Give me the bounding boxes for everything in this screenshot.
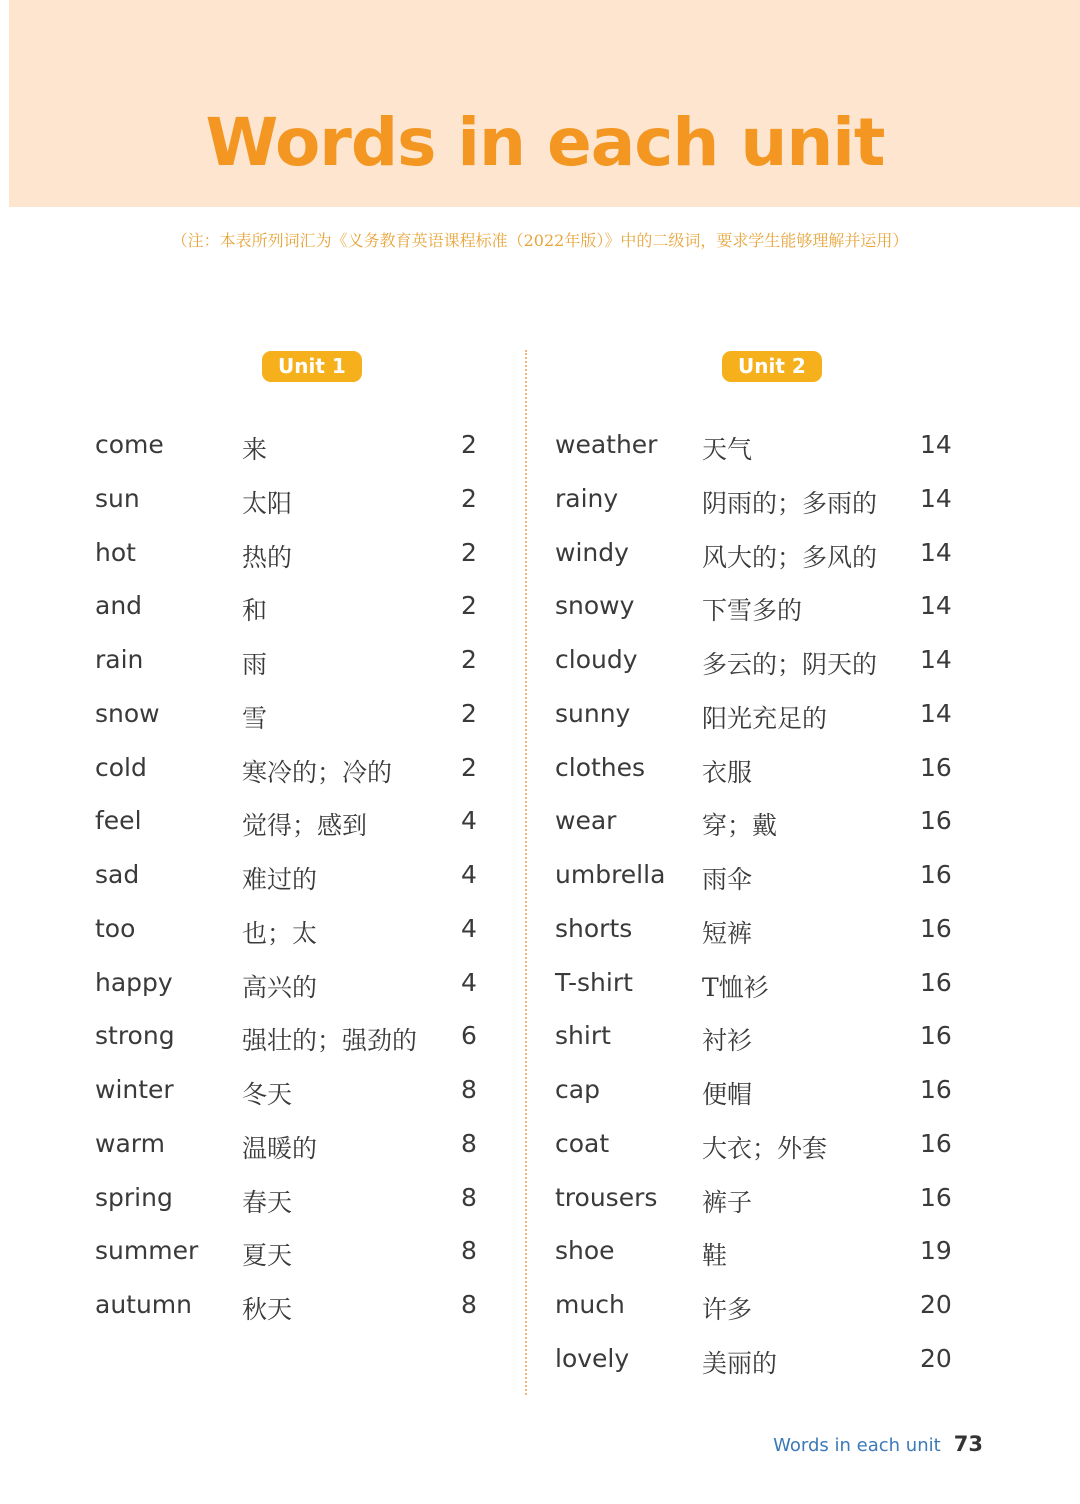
word-row (95, 956, 485, 1010)
chinese-meaning: 短裤 (702, 918, 753, 948)
page-reference: 4 (461, 913, 477, 943)
chinese-meaning: 雨伞 (702, 865, 753, 894)
word-row (555, 1224, 955, 1278)
chinese-meaning: 来 (242, 435, 268, 464)
chinese-meaning: 鞋 (702, 1241, 728, 1271)
page-reference: 20 (920, 1290, 952, 1319)
word-row (555, 633, 955, 687)
english-word: trousers (555, 1182, 658, 1212)
word-row (555, 1171, 955, 1225)
word-row (555, 848, 955, 902)
english-word: T-shirt (555, 967, 633, 997)
english-word: feel (95, 806, 142, 836)
word-row (555, 794, 955, 848)
page-reference: 4 (461, 806, 477, 836)
chinese-meaning: 难过的 (242, 865, 318, 894)
curriculum-note: （注：本表所列词汇为《义务教育英语课程标准（2022年版）》中的二级词，要求学生能够理解并运用） (171, 231, 909, 250)
page-reference: 16 (920, 806, 952, 836)
english-word: shoe (555, 1236, 615, 1266)
english-word: snowy (555, 591, 635, 621)
english-word: cold (95, 752, 147, 782)
chinese-meaning: 雪 (242, 703, 268, 733)
english-word: weather (555, 430, 658, 459)
page-reference: 8 (461, 1290, 477, 1319)
word-row (95, 848, 485, 902)
word-row (95, 794, 485, 848)
page-reference: 14 (920, 483, 952, 513)
chinese-meaning: 风大的；多风的 (702, 542, 878, 572)
page-reference: 8 (461, 1236, 477, 1266)
page-reference: 8 (461, 1182, 477, 1212)
word-row (95, 902, 485, 956)
chinese-meaning: 阴雨的；多雨的 (702, 488, 878, 518)
english-word: clothes (555, 752, 646, 782)
page-reference: 14 (920, 537, 952, 567)
chinese-meaning: 春天 (242, 1187, 293, 1217)
page-reference: 16 (920, 752, 952, 782)
word-row (555, 1063, 955, 1117)
footer-label: Words in each unit (773, 1435, 941, 1456)
word-row (95, 687, 485, 741)
english-word: warm (95, 1128, 165, 1158)
chinese-meaning: 下雪多的 (702, 596, 803, 626)
chinese-meaning: 美丽的 (702, 1348, 778, 1378)
page-reference: 20 (920, 1343, 952, 1373)
english-word: shirt (555, 1021, 611, 1051)
chinese-meaning: 大衣；外套 (702, 1133, 828, 1163)
english-word: sunny (555, 698, 631, 728)
english-word: summer (95, 1236, 199, 1266)
chinese-meaning: 衬衫 (702, 1026, 753, 1056)
english-word: sun (95, 483, 140, 513)
chinese-meaning: 温暖的 (242, 1133, 318, 1163)
page-title: Words in each unit (205, 104, 885, 181)
unit-1-word-list (95, 418, 485, 1332)
page-reference: 16 (920, 1075, 952, 1104)
english-word: cloudy (555, 645, 638, 674)
english-word: lovely (555, 1343, 630, 1373)
word-row (95, 418, 485, 472)
page-reference: 8 (461, 1128, 477, 1158)
page-reference: 2 (461, 645, 477, 674)
english-word: rainy (555, 483, 619, 513)
page-reference: 6 (461, 1021, 477, 1051)
page-reference: 16 (920, 860, 952, 889)
unit-1-badge: Unit 1 (262, 351, 362, 382)
chinese-meaning: 也；太 (242, 918, 318, 948)
unit-2-word-list (555, 418, 955, 1386)
chinese-meaning: 热的 (242, 542, 293, 572)
word-row (555, 956, 955, 1010)
chinese-meaning: 寒冷的；冷的 (242, 757, 393, 787)
chinese-meaning: 秋天 (242, 1295, 293, 1324)
chinese-meaning: 阳光充足的 (702, 703, 828, 733)
page-reference: 16 (920, 1182, 952, 1212)
word-row (95, 1224, 485, 1278)
word-row (95, 633, 485, 687)
english-word: autumn (95, 1290, 193, 1319)
english-word: cap (555, 1075, 600, 1104)
chinese-meaning: T恤衫 (702, 972, 769, 1002)
page-reference: 16 (920, 913, 952, 943)
page-reference: 14 (920, 591, 952, 621)
word-row (555, 472, 955, 526)
word-row (95, 1278, 485, 1332)
page-reference: 19 (920, 1236, 952, 1266)
page-reference: 16 (920, 967, 952, 997)
word-row (555, 1278, 955, 1332)
page-reference: 4 (461, 860, 477, 889)
chinese-meaning: 太阳 (242, 488, 293, 518)
english-word: windy (555, 537, 629, 567)
english-word: hot (95, 537, 136, 567)
english-word: winter (95, 1075, 174, 1104)
chinese-meaning: 天气 (702, 435, 753, 464)
word-row (555, 1332, 955, 1386)
chinese-meaning: 雨 (242, 650, 268, 679)
chinese-meaning: 高兴的 (242, 972, 318, 1002)
unit-2-badge: Unit 2 (722, 351, 822, 382)
word-row (555, 902, 955, 956)
chinese-meaning: 夏天 (242, 1241, 293, 1271)
english-word: snow (95, 698, 160, 728)
english-word: spring (95, 1182, 173, 1212)
chinese-meaning: 许多 (702, 1295, 753, 1324)
chinese-meaning: 衣服 (702, 757, 753, 787)
page-reference: 16 (920, 1021, 952, 1051)
word-row (95, 1063, 485, 1117)
english-word: happy (95, 967, 173, 997)
page-reference: 2 (461, 591, 477, 621)
chinese-meaning: 裤子 (702, 1187, 753, 1217)
english-word: come (95, 430, 164, 459)
word-row (95, 579, 485, 633)
page-reference: 14 (920, 645, 952, 674)
english-word: strong (95, 1021, 175, 1051)
word-row (555, 418, 955, 472)
word-row (95, 1117, 485, 1171)
english-word: sad (95, 860, 140, 889)
word-row (95, 1009, 485, 1063)
word-row (95, 741, 485, 795)
english-word: and (95, 591, 143, 621)
english-word: too (95, 913, 136, 943)
page-reference: 14 (920, 430, 952, 459)
word-row (555, 1117, 955, 1171)
column-divider (525, 350, 527, 1395)
english-word: much (555, 1290, 625, 1319)
word-row (555, 579, 955, 633)
english-word: rain (95, 645, 144, 674)
chinese-meaning: 和 (242, 596, 268, 626)
page-number: 73 (953, 1432, 983, 1456)
page-reference: 8 (461, 1075, 477, 1104)
chinese-meaning: 强壮的；强劲的 (242, 1026, 418, 1056)
english-word: coat (555, 1128, 610, 1158)
chinese-meaning: 觉得；感到 (242, 811, 368, 841)
page-reference: 14 (920, 698, 952, 728)
page-footer (773, 1432, 983, 1456)
english-word: shorts (555, 913, 633, 943)
page-reference: 2 (461, 752, 477, 782)
word-row (95, 526, 485, 580)
page-reference: 16 (920, 1128, 952, 1158)
page-reference: 2 (461, 698, 477, 728)
english-word: umbrella (555, 860, 666, 889)
word-row (555, 1009, 955, 1063)
word-row (555, 741, 955, 795)
word-row (95, 472, 485, 526)
page-reference: 2 (461, 483, 477, 513)
chinese-meaning: 便帽 (702, 1080, 753, 1109)
page-reference: 2 (461, 537, 477, 567)
english-word: wear (555, 806, 617, 836)
chinese-meaning: 冬天 (242, 1080, 293, 1109)
chinese-meaning: 穿；戴 (702, 811, 778, 841)
word-row (555, 687, 955, 741)
word-row (555, 526, 955, 580)
page-reference: 4 (461, 967, 477, 997)
chinese-meaning: 多云的；阴天的 (702, 650, 878, 679)
word-row (95, 1171, 485, 1225)
page-reference: 2 (461, 430, 477, 459)
